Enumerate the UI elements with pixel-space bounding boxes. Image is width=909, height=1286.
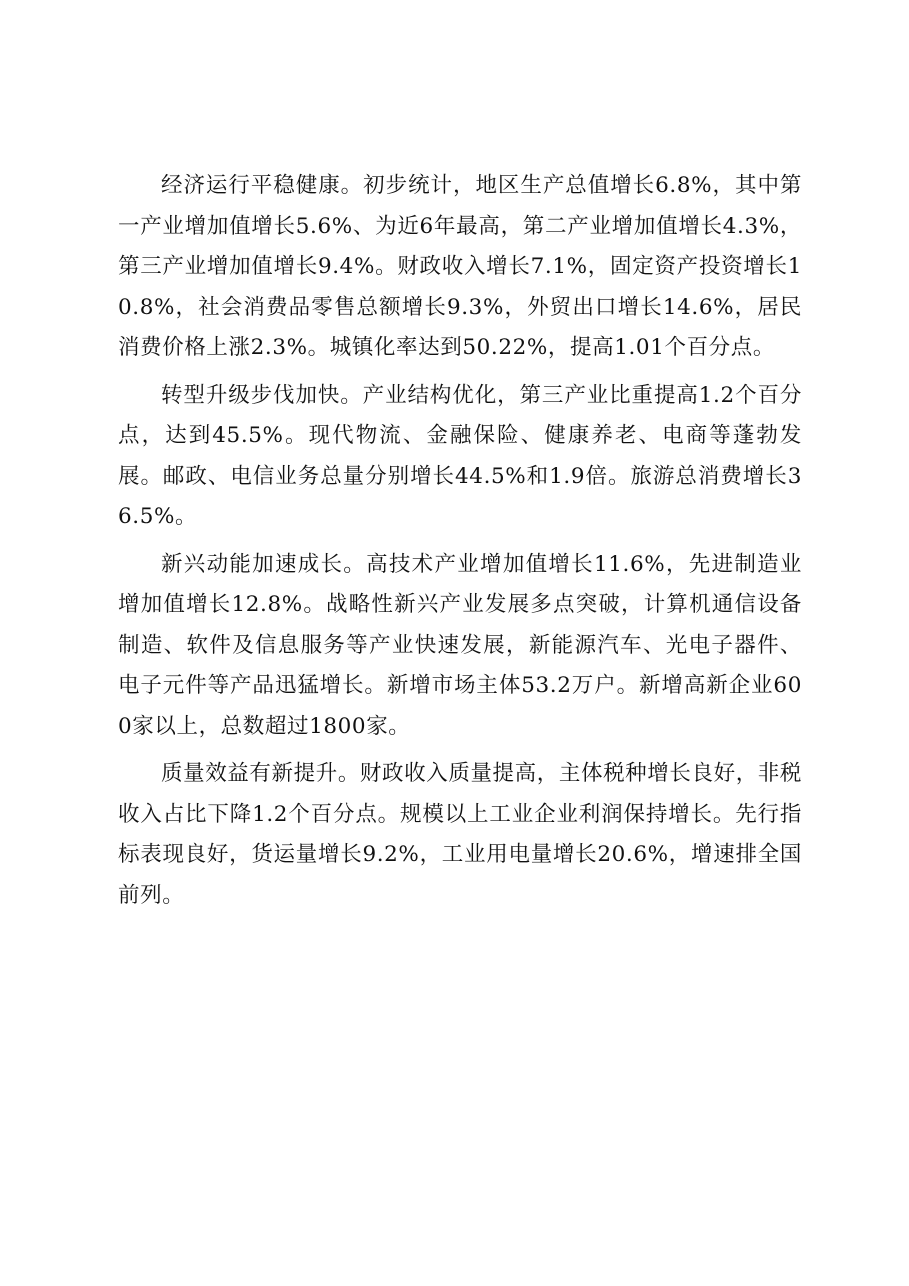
paragraph-economy: 经济运行平稳健康。初步统计，地区生产总值增长6.8%，其中第一产业增加值增长5.6%、为近6年最高，第二产业增加值增长4.3%，第三产业增加值增长9.4%。财政收入增长7.1%，固定资产投资增长10.8%，社会消费品零售总额增长9.3%，外贸出口增长14.6%，居民消费价格上涨2.3%。城镇化率达到50.22%，提高1.01个百分点。 — [118, 173, 802, 360]
document-body — [118, 166, 802, 923]
paragraph-new-momentum: 新兴动能加速成长。高技术产业增加值增长11.6%，先进制造业增加值增长12.8%。战略性新兴产业发展多点突破，计算机通信设备制造、软件及信息服务等产业快速发展，新能源汽车、光电子器件、电子元件等产品迅猛增长。新增市场主体53.2万户。新增高新企业600家以上，总数超过1800家。 — [118, 551, 802, 739]
paragraph-transformation: 转型升级步伐加快。产业结构优化，第三产业比重提高1.2个百分点，达到45.5%。现代物流、金融保险、健康养老、电商等蓬勃发展。邮政、电信业务总量分别增长44.5%和1.9倍。旅游总消费增长36.5%。 — [118, 382, 802, 529]
paragraph-quality: 质量效益有新提升。财政收入质量提高，主体税种增长良好，非税收入占比下降1.2个百分点。规模以上工业企业利润保持增长。先行指标表现良好，货运量增长9.2%，工业用电量增长20.6%，增速排全国前列。 — [118, 761, 802, 908]
